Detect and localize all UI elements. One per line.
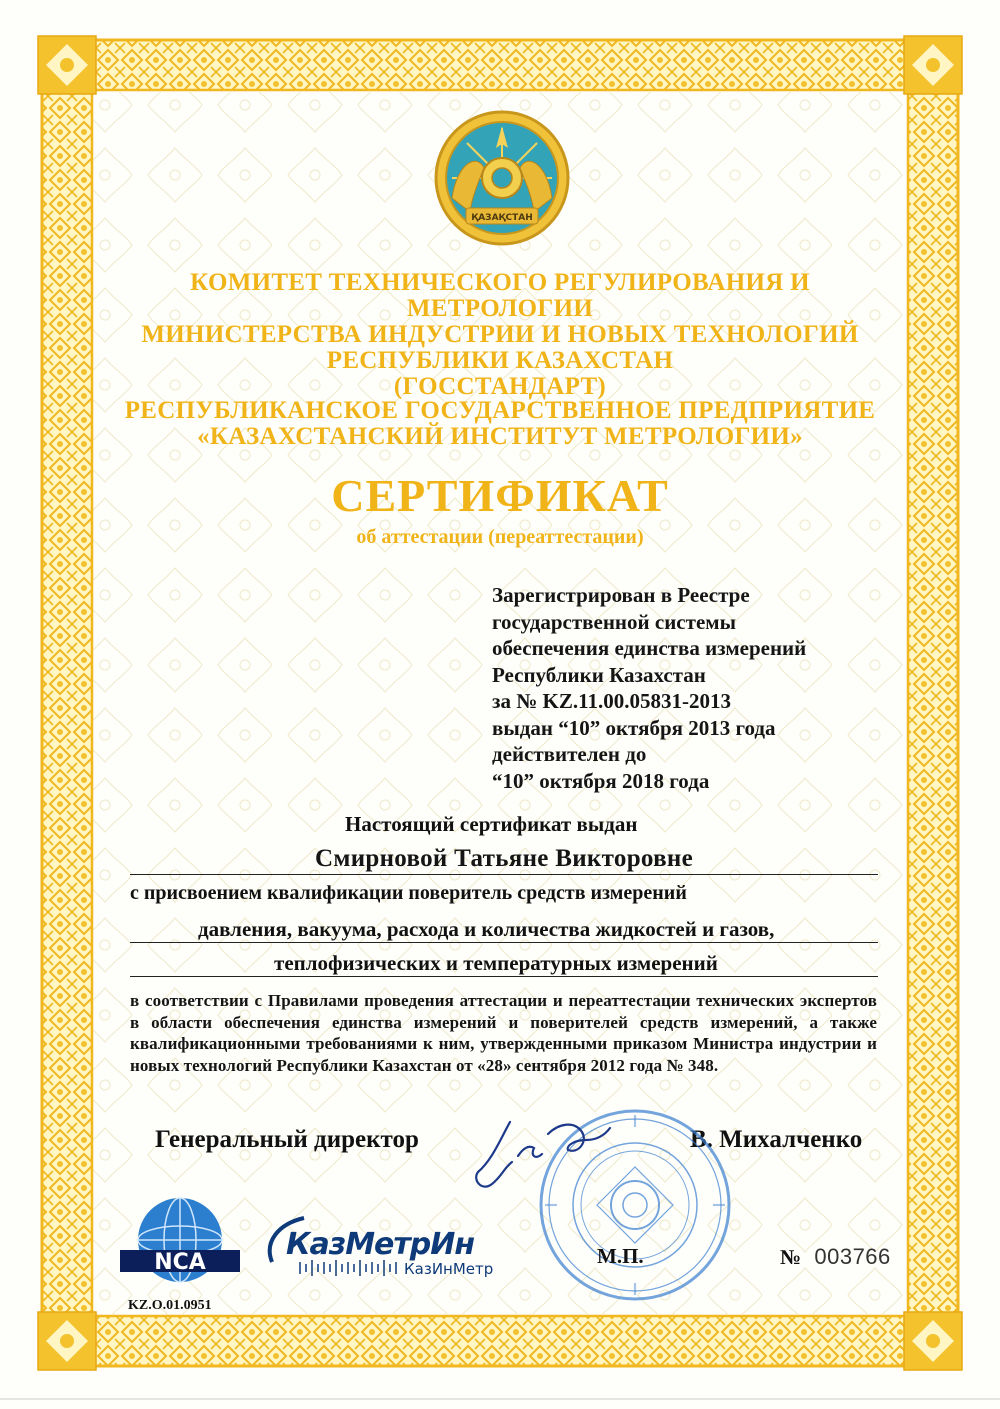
enterprise-header <box>100 398 900 450</box>
kazmetrin-logo-text: КазМетрИн <box>286 1227 475 1262</box>
signatory-position: Генеральный директор <box>155 1126 419 1153</box>
registration-line-2: государственной системы <box>492 609 736 634</box>
qualification-line-2-text: теплофизических и температурных измерений <box>274 951 718 975</box>
committee-line-4: (ГОССТАНДАРТ) <box>393 373 607 400</box>
serial-prefix: № <box>780 1245 802 1269</box>
committee-line-1: КОМИТЕТ ТЕХНИЧЕСКОГО РЕГУЛИРОВАНИЯ И МЕТРОЛОГИИ <box>190 269 810 322</box>
registration-number: за № KZ.11.00.05831-2013 <box>492 689 731 713</box>
nca-code: KZ.O.01.0951 <box>128 1298 212 1313</box>
registration-issue-date: выдан “10” октября 2013 года <box>492 715 776 740</box>
qualification-line-1-text: давления, вакуума, расхода и количества жидкостей и газов, <box>198 917 775 941</box>
nca-logo-text: NCA <box>154 1250 206 1275</box>
enterprise-line-1: РЕСПУБЛИКАНСКОЕ ГОСУДАРСТВЕННОЕ ПРЕДПРИЯТИЕ <box>124 397 876 424</box>
registration-line-1: Зарегистрирован в Реестре <box>492 583 750 607</box>
kazmetrin-logo <box>264 1212 514 1282</box>
recipient-name: Смирновой Татьяне Викторовне <box>130 844 878 875</box>
certificate-title: СЕРТИФИКАТ <box>331 470 669 521</box>
qualification-line-2 <box>130 950 878 977</box>
emblem-text: ҚАЗАҚСТАН <box>471 213 533 223</box>
registration-line-4: Республики Казахстан <box>492 662 706 687</box>
registration-block <box>492 582 912 794</box>
serial-value: 003766 <box>814 1244 891 1269</box>
registration-valid-label: действителен до <box>492 742 647 766</box>
basis-paragraph: в соответствии с Правилами проведения аттестации и переаттестации технических экспертов в области обеспечения единства измерений и поверителей средств измерений, а также квалификационными требованиями к ним, утвержденными приказом Министра индустрии и новых технологий Республики Казахстан от «28» сентября 2012 года № 348. <box>130 991 877 1075</box>
serial-number <box>780 1244 891 1270</box>
signatory-name: В. Михалченко <box>690 1126 863 1153</box>
state-emblem <box>432 108 572 248</box>
qualification-label: с присвоением квалификации поверитель средств измерений <box>130 882 687 904</box>
issued-label: Настоящий сертификат выдан <box>345 812 638 836</box>
nca-logo <box>118 1194 242 1290</box>
committee-header <box>100 270 900 400</box>
certificate-subtitle: об аттестации (переаттестации) <box>356 526 644 548</box>
committee-line-3: РЕСПУБЛИКИ КАЗАХСТАН <box>326 347 674 374</box>
stamp-label: М.П. <box>597 1244 644 1268</box>
qualification-line-1 <box>130 916 878 943</box>
kazinmetr-logo-text: КазИнМетр <box>404 1260 494 1278</box>
signature <box>470 1110 620 1210</box>
registration-line-3: обеспечения единства измерений <box>492 636 807 660</box>
enterprise-line-2: «КАЗАХСТАНСКИЙ ИНСТИТУТ МЕТРОЛОГИИ» <box>197 423 803 450</box>
committee-line-2: МИНИСТЕРСТВА ИНДУСТРИИ И НОВЫХ ТЕХНОЛОГИЙ <box>141 321 859 348</box>
registration-valid-date: “10” октября 2018 года <box>492 768 710 793</box>
